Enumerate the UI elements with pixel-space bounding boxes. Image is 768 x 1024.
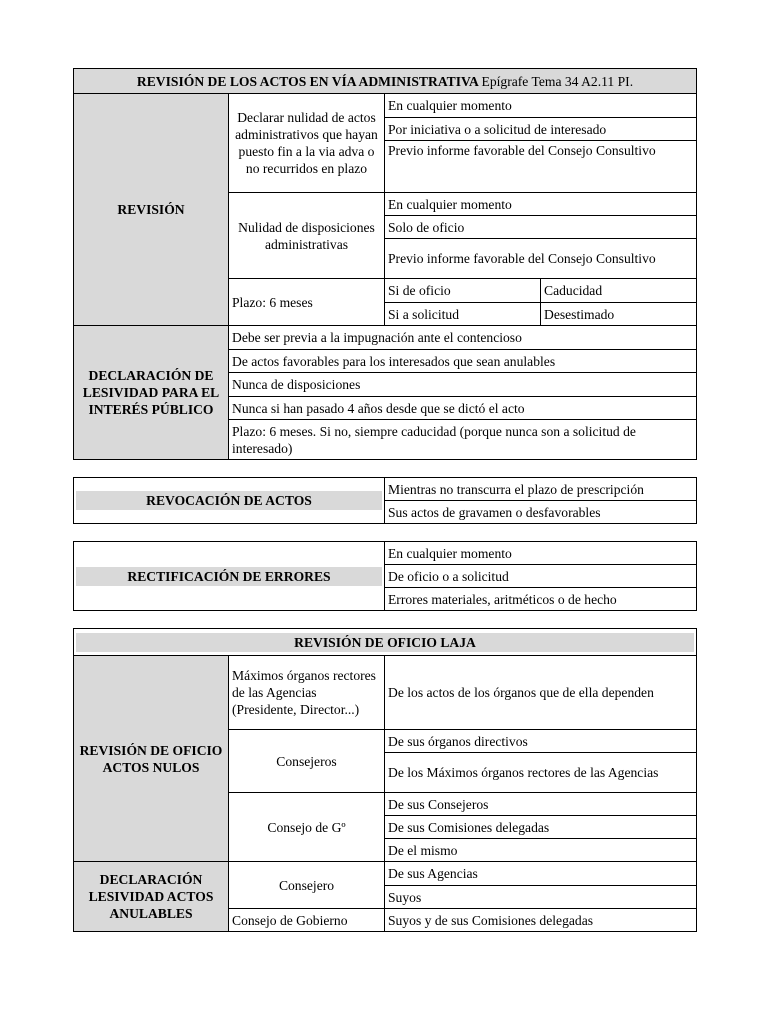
- revision-label: REVISIÓN: [74, 94, 229, 326]
- table1-title-bold: REVISIÓN DE LOS ACTOS EN VÍA ADMINISTRATIVA: [136, 73, 479, 89]
- nulidad-actos-label: Declarar nulidad de actos administrativos que hayan puesto fin a la via adva o no recurridos en plazo: [229, 94, 385, 193]
- revision-actos-table: [73, 68, 697, 460]
- consejeros-label: Consejeros: [229, 730, 385, 793]
- lesividad-item: Plazo: 6 meses. Si no, siempre caducidad (porque nunca son a solicitud de interesado): [229, 420, 697, 460]
- nulidad-disposiciones-label: Nulidad de disposiciones administrativas: [229, 193, 385, 279]
- lesividad-label: DECLARACIÓN DE LESIVIDAD PARA EL INTERÉS PÚBLICO: [74, 326, 229, 460]
- nulidad-actos-item: Por iniciativa o a solicitud de interesado: [385, 118, 697, 141]
- rectificacion-label-cell: [74, 542, 385, 611]
- consejo-gobierno-label: Consejo de Gobierno: [229, 909, 385, 932]
- consejero-item: De sus Agencias: [385, 862, 697, 886]
- consejero-item: Suyos: [385, 886, 697, 909]
- revocacion-label-cell: [74, 478, 385, 524]
- nulidad-disposiciones-item: Solo de oficio: [385, 216, 697, 239]
- table1-title-rest: Epígrafe Tema 34 A2.11 PI.: [481, 73, 634, 89]
- plazo-result: Caducidad: [541, 279, 697, 303]
- revocacion-table: [73, 477, 697, 524]
- revocacion-item: Mientras no transcurra el plazo de prescripción: [385, 478, 697, 501]
- revocacion-label: REVOCACIÓN DE ACTOS: [76, 491, 382, 510]
- table1-title: [74, 69, 697, 94]
- consejo-g-item: De sus Consejeros: [385, 793, 697, 816]
- plazo-condition: Si de oficio: [385, 279, 541, 303]
- table4-title: REVISIÓN DE OFICIO LAJA: [76, 633, 694, 652]
- revocacion-item: Sus actos de gravamen o desfavorables: [385, 501, 697, 524]
- anulables-label: DECLARACIÓN LESIVIDAD ACTOS ANULABLES: [74, 862, 229, 932]
- maximos-organos-item: De los actos de los órganos que de ella dependen: [385, 656, 697, 730]
- lesividad-item: Nunca de disposiciones: [229, 373, 697, 397]
- consejero-label: Consejero: [229, 862, 385, 909]
- consejo-g-item: De sus Comisiones delegadas: [385, 816, 697, 839]
- nulos-label: REVISIÓN DE OFICIO ACTOS NULOS: [74, 656, 229, 862]
- maximos-organos-label: Máximos órganos rectores de las Agencias (Presidente, Director...): [229, 656, 385, 730]
- nulidad-disposiciones-item: En cualquier momento: [385, 193, 697, 216]
- plazo-condition: Si a solicitud: [385, 303, 541, 326]
- lesividad-item: Nunca si han pasado 4 años desde que se dictó el acto: [229, 397, 697, 420]
- rectificacion-item: De oficio o a solicitud: [385, 565, 697, 588]
- rectificacion-table: [73, 541, 697, 611]
- plazo-result: Desestimado: [541, 303, 697, 326]
- consejeros-item: De sus órganos directivos: [385, 730, 697, 753]
- consejeros-item: De los Máximos órganos rectores de las Agencias: [385, 753, 697, 793]
- nulidad-actos-item: En cualquier momento: [385, 94, 697, 118]
- table4-title-cell: [74, 629, 697, 656]
- nulidad-disposiciones-item: Previo informe favorable del Consejo Consultivo: [385, 239, 697, 279]
- rectificacion-item: Errores materiales, aritméticos o de hecho: [385, 588, 697, 611]
- plazo-label: Plazo: 6 meses: [229, 279, 385, 326]
- rectificacion-item: En cualquier momento: [385, 542, 697, 565]
- nulidad-actos-item: Previo informe favorable del Consejo Consultivo: [385, 141, 697, 193]
- consejo-gobierno-item: Suyos y de sus Comisiones delegadas: [385, 909, 697, 932]
- rectificacion-label: RECTIFICACIÓN DE ERRORES: [76, 567, 382, 586]
- lesividad-item: Debe ser previa a la impugnación ante el contencioso: [229, 326, 697, 350]
- revision-laja-table: [73, 628, 697, 932]
- consejo-g-label: Consejo de Gº: [229, 793, 385, 862]
- lesividad-item: De actos favorables para los interesados que sean anulables: [229, 350, 697, 373]
- consejo-g-item: De el mismo: [385, 839, 697, 862]
